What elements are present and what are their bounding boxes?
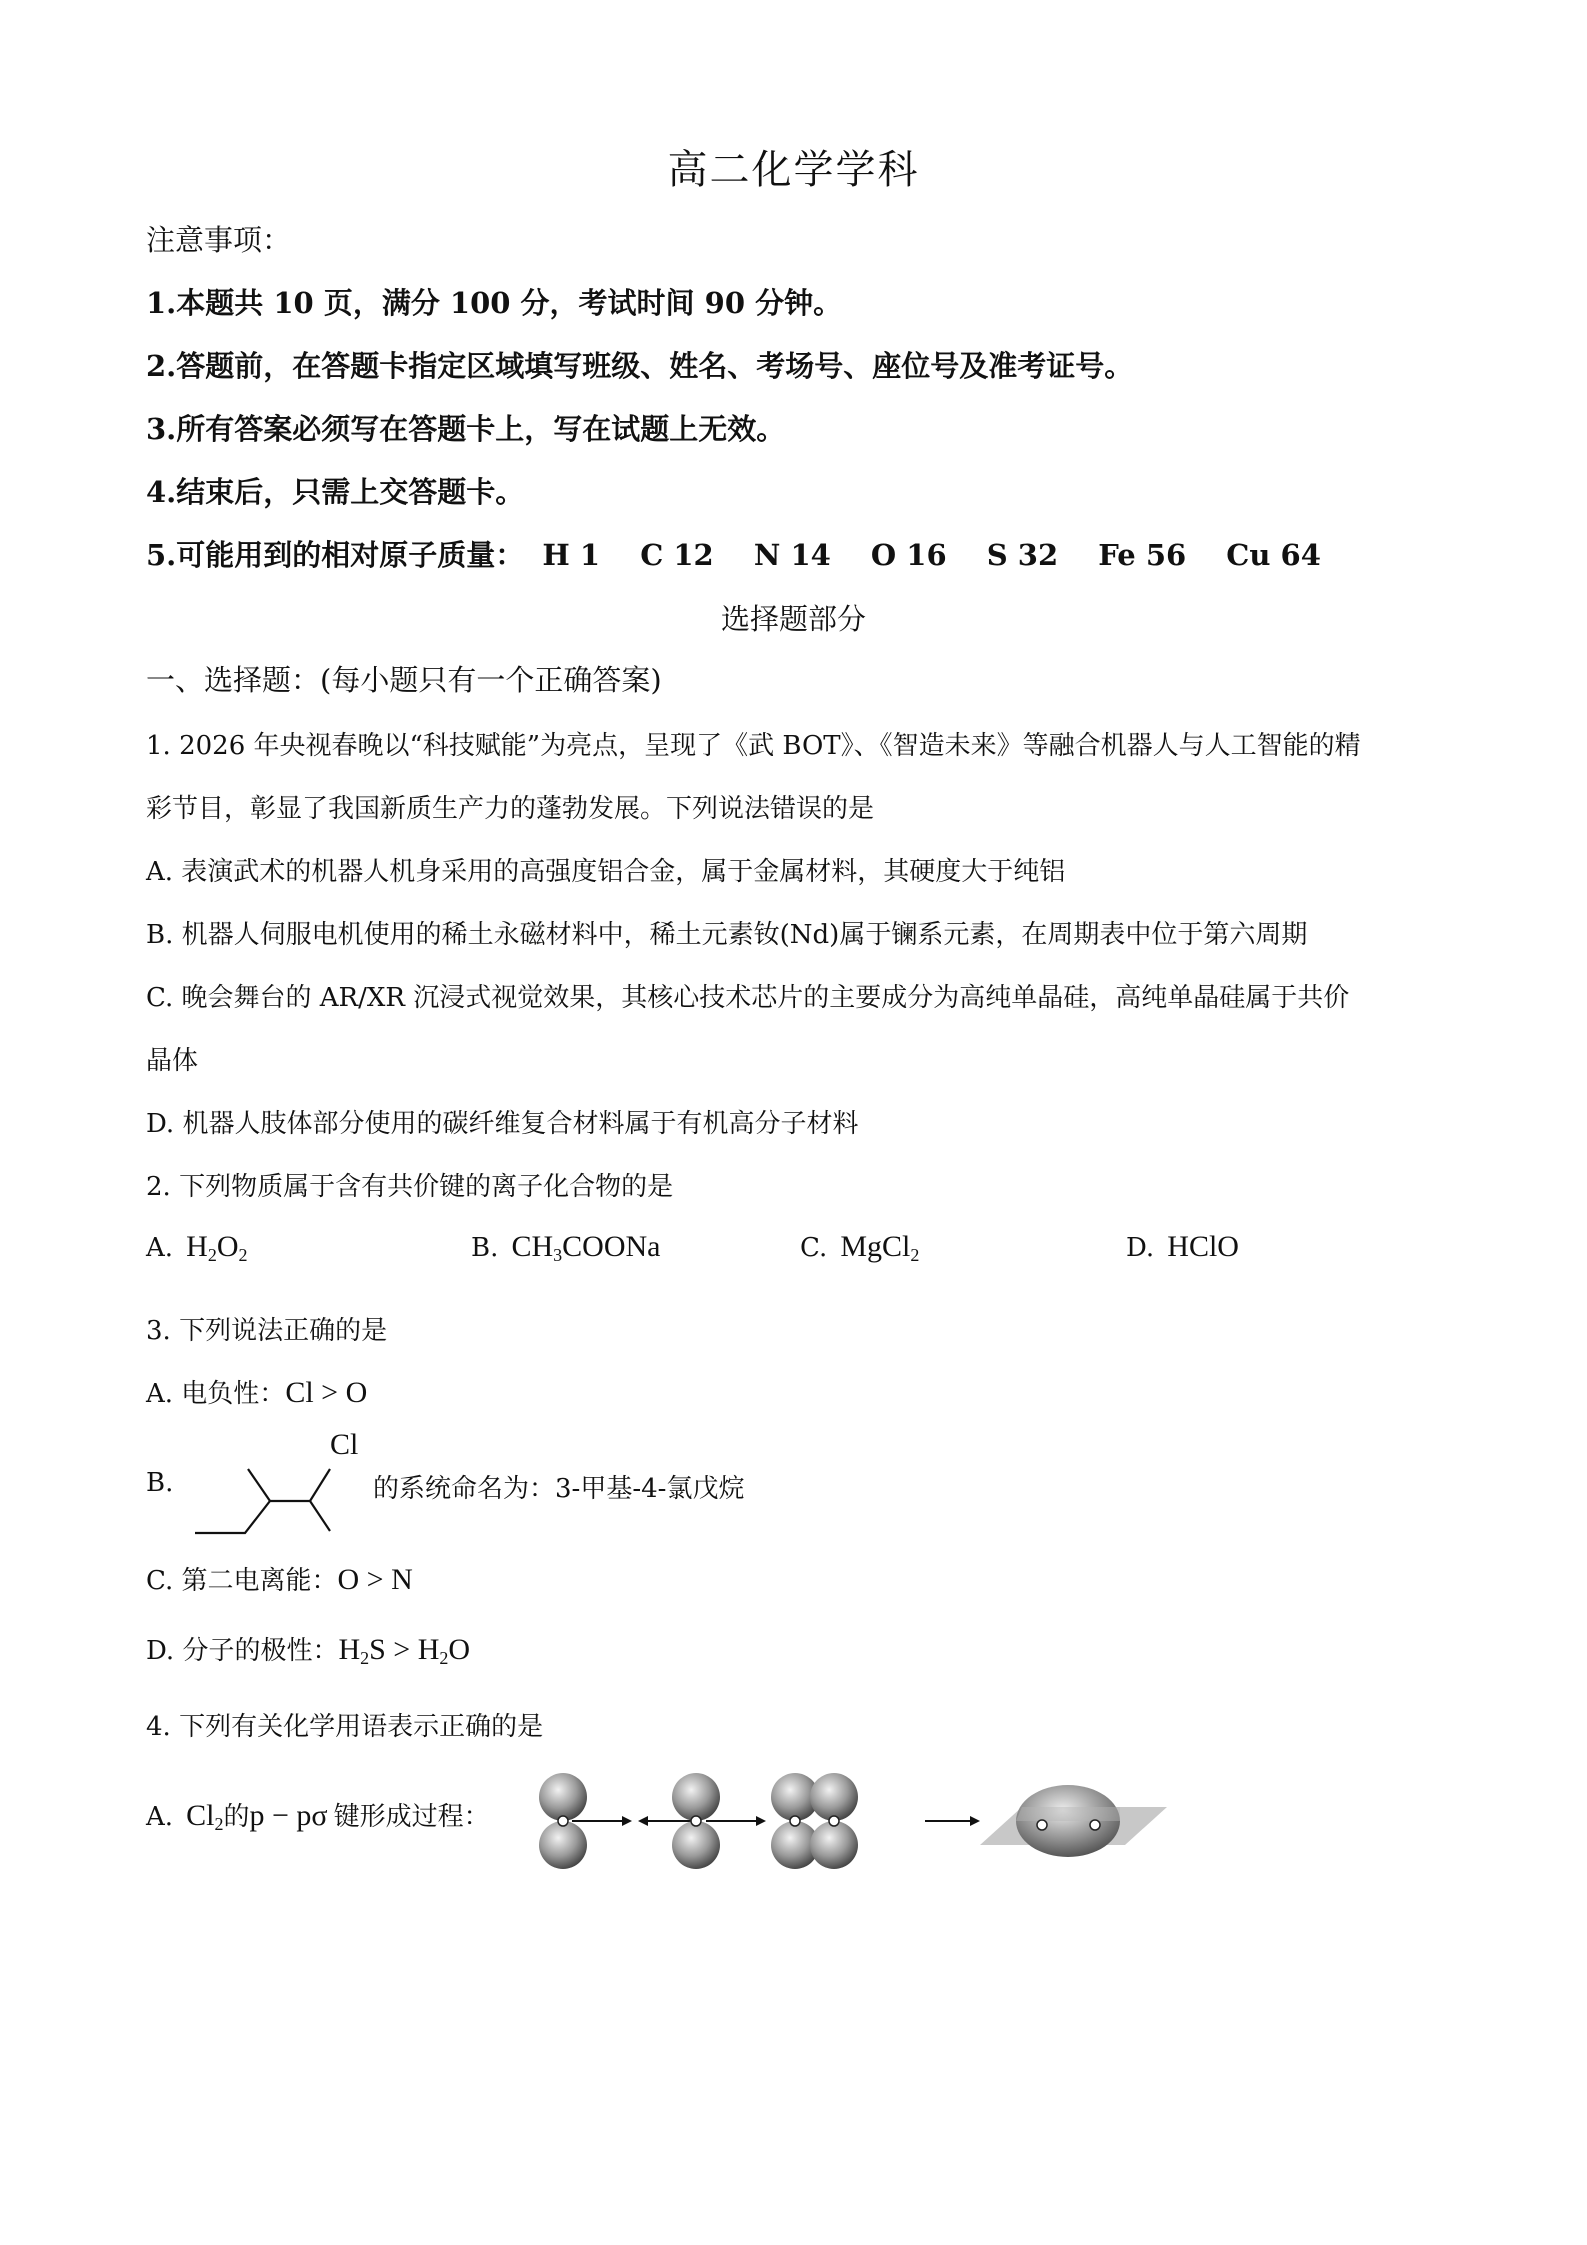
q3-option-c-formula: O > N [337, 1563, 413, 1596]
q1-stem-line1: 1. 2026 年央视春晚以“科技赋能”为亮点，呈现了《武 BOT》、《智造未来》等融合机器人与人工智能的精 [146, 731, 1361, 761]
q4-option-a-text-mid: 的 [223, 1802, 250, 1832]
section-title: 一、选择题：(每小题只有一个正确答案) [146, 663, 662, 697]
atomic-mass-fe: Fe 56 [1098, 538, 1187, 572]
q3-stem: 3. 下列说法正确的是 [146, 1316, 388, 1346]
atomic-mass-o: O 16 [870, 538, 947, 572]
notice-item-2: 2.答题前，在答题卡指定区域填写班级、姓名、考场号、座位号及准考证号。 [146, 349, 1134, 383]
q1-option-b: B. 机器人伺服电机使用的稀土永磁材料中，稀土元素钕(Nd)属于镧系元素，在周期表中位于第六周期 [146, 920, 1308, 950]
q4-option-a-text-post: 键形成过程： [333, 1802, 490, 1832]
q2-option-b [471, 1230, 660, 1266]
notice-heading: 注意事项： [146, 223, 292, 257]
atomic-mass-line [146, 533, 1321, 574]
q1-option-d: D. 机器人肢体部分使用的碳纤维复合材料属于有机高分子材料 [146, 1109, 859, 1139]
q2-option-b-label: B. [471, 1233, 499, 1263]
q3-option-c [146, 1560, 413, 1597]
q2-option-c [800, 1230, 919, 1266]
q2-option-a-label: A. [146, 1233, 174, 1263]
q3-option-d-label: D. 分子的极性： [146, 1636, 339, 1666]
q3-option-b-text: 的系统命名为：3-甲基-4-氯戊烷 [373, 1474, 745, 1504]
q1-option-c-line2: 晶体 [146, 1046, 199, 1076]
notice-item-3: 3.所有答案必须写在答题卡上，写在试题上无效。 [146, 412, 786, 446]
atomic-mass-cu: Cu 64 [1226, 538, 1321, 572]
methyl-branch-bond [248, 1469, 270, 1501]
carbon-chain-bond [195, 1501, 330, 1533]
q2-option-d [1126, 1230, 1239, 1264]
atomic-mass-s: S 32 [986, 538, 1059, 572]
q4-option-a-formula: $Cl_2$ [186, 1799, 224, 1834]
arrow-head-2 [638, 1816, 648, 1826]
q3-option-c-label: C. 第二电离能： [146, 1566, 338, 1596]
part-title: 选择题部分 [720, 602, 866, 636]
page-title: 高二化学学科 [667, 147, 920, 193]
q4-option-a-bond: p − pσ [249, 1799, 328, 1832]
q2-option-b-formula: $CH_3COONa$ [511, 1230, 661, 1265]
q2-option-c-formula: MgCl$_2$ [840, 1230, 920, 1265]
q1-option-a: A. 表演武术的机器人机身采用的高强度铝合金，属于金属材料，其硬度大于纯铝 [146, 857, 1066, 887]
sigma-bond-orbital [980, 1785, 1167, 1857]
arrow-head-1 [622, 1816, 632, 1826]
q1-option-c-line1: C. 晚会舞台的 AR/XR 沉浸式视觉效果，其核心技术芯片的主要成分为高纯单晶硅，高纯单晶硅属于共价 [146, 983, 1350, 1013]
q3-option-a [146, 1373, 367, 1410]
chlorine-atom-label: Cl [330, 1428, 359, 1461]
atomic-mass-label: 5.可能用到的相对原子质量： [146, 538, 525, 572]
q3-option-a-formula: Cl > O [285, 1376, 368, 1409]
atomic-mass-c: C 12 [640, 538, 714, 572]
q4-option-a-label: A. [146, 1802, 174, 1832]
q2-option-c-label: C. [800, 1233, 828, 1263]
q1-stem-line2: 彩节目，彰显了我国新质生产力的蓬勃发展。下列说法错误的是 [146, 794, 875, 824]
q2-option-d-formula: HClO [1167, 1230, 1239, 1263]
q4-option-a [146, 1796, 490, 1835]
q2-option-d-label: D. [1126, 1233, 1155, 1263]
q3-option-b-label: B. [146, 1468, 174, 1498]
notice-item-4: 4.结束后，只需上交答题卡。 [146, 475, 525, 509]
chloro-branch-bond [310, 1469, 330, 1501]
q2-stem: 2. 下列物质属于含有共价键的离子化合物的是 [146, 1172, 674, 1202]
atomic-mass-n: N 14 [753, 538, 831, 572]
arrow-head-4 [970, 1816, 980, 1826]
q3-option-d [146, 1630, 470, 1669]
q3-option-d-formula: $H_2S > H_2O$ [338, 1633, 471, 1668]
atomic-mass-h: H 1 [542, 538, 601, 572]
p-orbital-overlap-pair [771, 1773, 858, 1869]
q4-stem: 4. 下列有关化学用语表示正确的是 [146, 1712, 544, 1742]
q2-option-a [146, 1230, 247, 1266]
q3-option-a-label: A. 电负性： [146, 1379, 286, 1409]
arrow-head-3 [756, 1816, 766, 1826]
q2-option-a-formula: $H_2O_2$ [186, 1230, 248, 1265]
notice-item-1: 1.本题共 10 页，满分 100 分，考试时间 90 分钟。 [146, 286, 843, 320]
p-p-sigma-orbital-diagram [530, 1765, 1170, 1875]
